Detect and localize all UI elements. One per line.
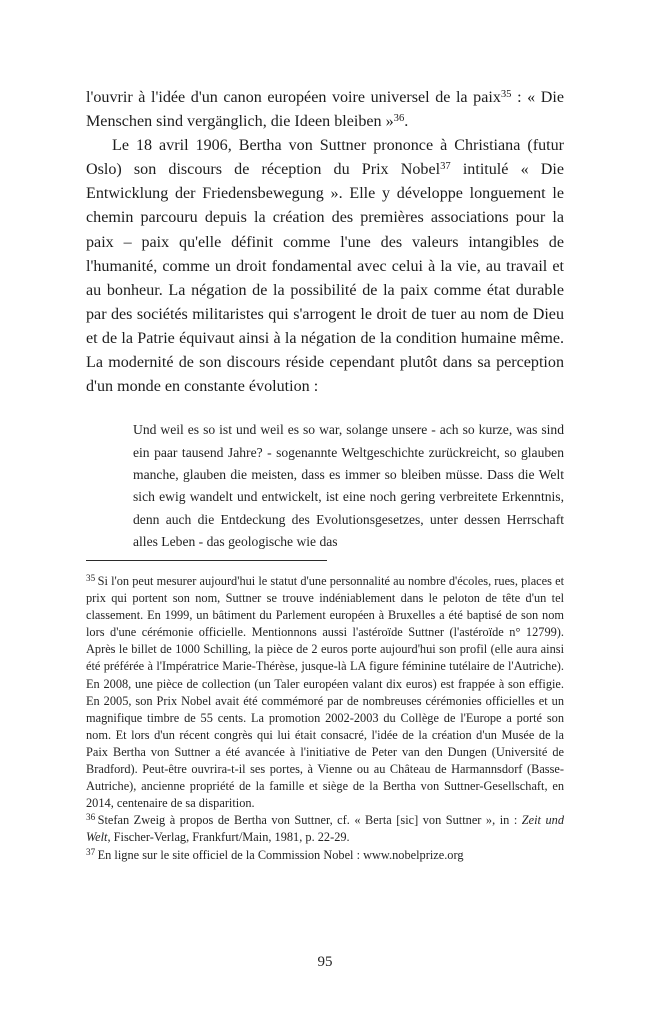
footnote-35: $^{35}$ Si l'on peut mesurer aujourd'hui le statut d'une personnalité au nombre d'écoles, rues, places et prix qui portent son nom, Suttner se trouve indéniablement dans le peloton de tête d'un tel classement. En 1999, un bâtiment du Parlement européen à Bruxelles a été baptisé de son nom lors d'une cérémonie officielle. Mentionnons aussi l'astéroïde Suttner (l'astéroïde n° 12799). Après le billet de 1000 Schilling, la pièce de 2 euros porte aujourd'hui son profil (elle aura ainsi été préférée à l'Impératrice Marie-Thérèse, jusque-là LA figure féminine tutélaire de l'Autriche). En 2008, une pièce de collection (un Taler européen valant dix euros) est frappée à son effigie. En 2005, son Prix Nobel avait été commémoré par de nombreuses cérémonies officielles et un magnifique timbre de 55 cents. La promotion 2002-2003 du Collège de l'Europe a porté son nom. Et lors d'un récent congrès qui lui était consacré, l'idée de la création d'un Musée de la Paix Bertha von Suttner a été avancée à l'initiative de Peter van den Dungen (Université de Bradford). Peut-être ouvrira-t-il ses portes, à Vienne ou au Château de Harmannsdorf (Basse-Autriche), ancienne propriété de la famille et siège de la Bertha von Suttner-Gesellschaft, en 2014, centenaire de sa disparition. [86, 573, 564, 811]
page-number: 95 [317, 954, 333, 970]
paragraph: l'ouvrir à l'idée d'un canon européen voire universel de la paix$^{35}$ : « Die Menschen sind vergänglich, die Ideen bleiben »$^{36}$. [86, 89, 564, 131]
footnote-section [86, 560, 564, 864]
main-text-block [86, 86, 564, 554]
footnote-list [86, 573, 564, 864]
footnote-reference-35[interactable]: 35 [500, 89, 512, 101]
footnote-reference-36[interactable]: 36 [393, 113, 405, 125]
footnote-37: $^{37}$ En ligne sur le site officiel de la Commission Nobel : www.nobelprize.org [86, 846, 464, 862]
footnote-number-37: 37 [86, 846, 96, 857]
cited-work-title: Zeit und Welt [86, 813, 564, 845]
block-quote-text: Und weil es so ist und weil es so war, solange unsere - ach so kurze, was sind ein paar tausend Jahre? - sogenannte Weltgeschichte zurückreicht, so glauben manche, glauben die meisten, dass es immer so bleiben müsse. Dass die Welt sich ewig wandelt und entwickelt, ist eine noch gering verbreitete Erkenntnis, denn auch die Entdeckung des Evolutionsgesetzes, unter dessen Herrschaft alles Leben - das geologische wie das [133, 422, 564, 550]
footnote-number-35: 35 [86, 573, 96, 584]
footnote-separator-rule [86, 560, 327, 561]
footnote-reference-37[interactable]: 37 [440, 161, 451, 173]
footnote-36: $^{36}$ Stefan Zweig à propos de Bertha von Suttner, cf. « Berta [sic] von Suttner », in : Zeit und Welt, Fischer-Verlag, Frankfurt/Main, 1981, p. 22-29. [86, 812, 564, 845]
paragraph: Le 18 avril 1906, Bertha von Suttner prononce à Christiana (futur Oslo) son discours de réception du Prix Nobel$^{37}$ intitulé « Die Entwicklung der Friedensbewegung ». Elle y développe longuement le chemin parcouru depuis la création des premières associations pour la paix – paix qu'elle définit comme l'une des valeurs intangibles de l'humanité, comme un droit fondamental avec celui à la vie, au travail et au bonheur. La négation de la possibilité de la paix comme état durable par des sociétés militaristes qui s'arrogent le droit de tuer au nom de Dieu et de la Patrie équivaut ainsi à la négation de la condition humaine même. La modernité de son discours réside cependant plutôt dans sa perception d'un monde en constante évolution : [86, 137, 564, 396]
block-quote [133, 419, 564, 553]
footnote-number-36: 36 [86, 812, 96, 823]
body-text [86, 86, 564, 399]
